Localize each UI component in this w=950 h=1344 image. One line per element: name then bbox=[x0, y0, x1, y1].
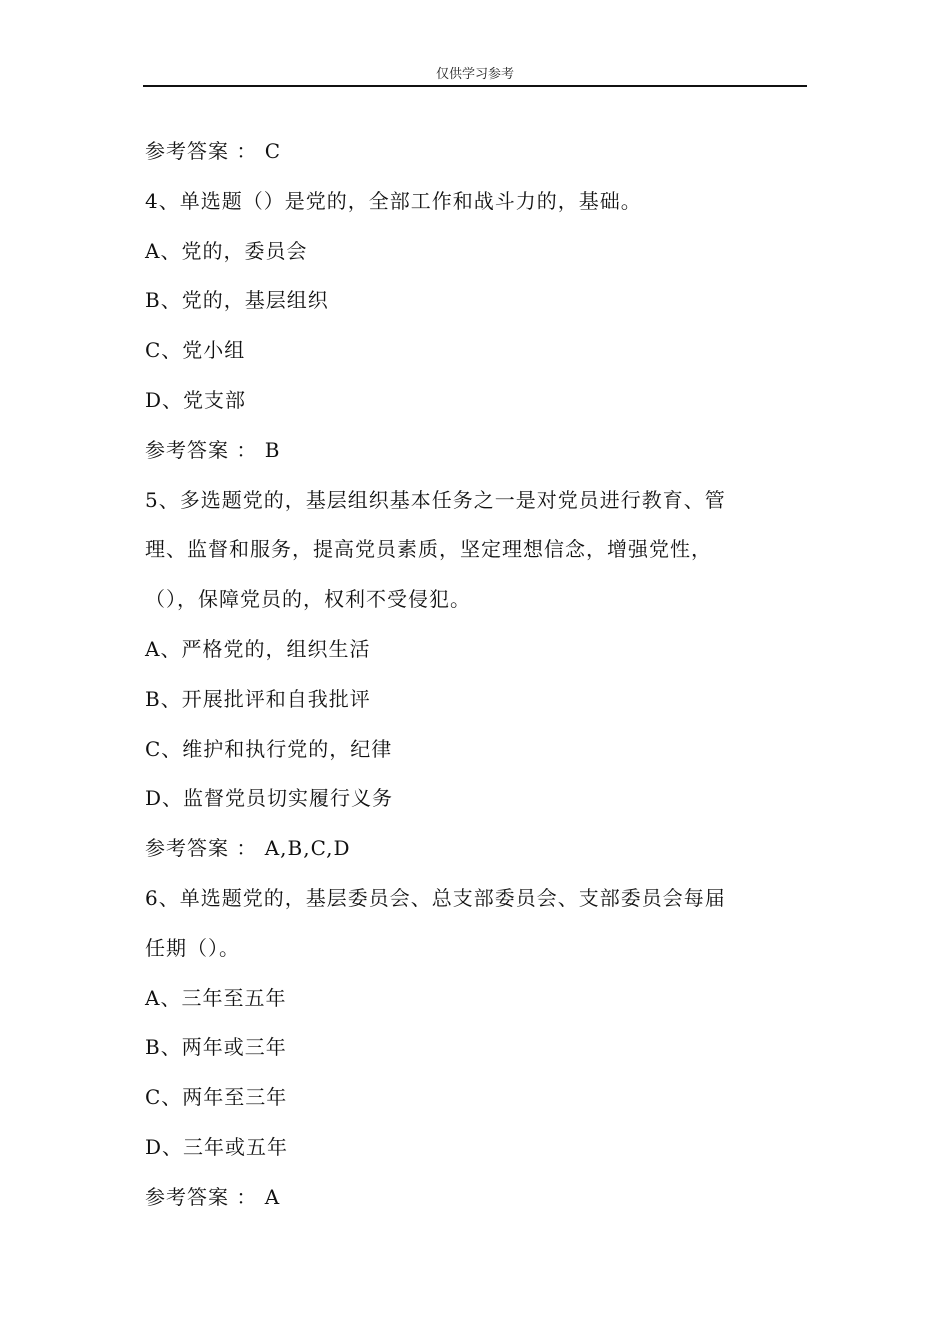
answer-line-q5: 参考答案 ： A,B,C,D bbox=[145, 836, 351, 861]
question-5-option-b: B、开展批评和自我批评 bbox=[145, 686, 371, 711]
page-header: 仅供学习参考 bbox=[435, 67, 514, 82]
answer-line-q4: 参考答案 ： B bbox=[145, 437, 281, 462]
question-5-text-line-3: （），保障党员的，权利不受侵犯。 bbox=[145, 587, 471, 612]
question-4-option-b: B、党的，基层组织 bbox=[145, 288, 329, 313]
header-rule bbox=[143, 85, 807, 87]
question-5-text-line-2: 理、监督和服务，提高党员素质，坚定理想信念，增强党性， bbox=[145, 537, 712, 562]
answer-line-q6: 参考答案 ： A bbox=[145, 1184, 281, 1209]
question-5-option-c: C、维护和执行党的，纪律 bbox=[145, 736, 393, 761]
question-4-option-c: C、党小组 bbox=[145, 338, 246, 363]
question-5-option-d: D、监督党员切实履行义务 bbox=[145, 786, 394, 811]
question-5-option-a: A、严格党的，组织生活 bbox=[145, 636, 371, 661]
question-6-option-d: D、三年或五年 bbox=[145, 1134, 289, 1159]
question-4-text: 4、单选题（）是党的，全部工作和战斗力的，基础。 bbox=[145, 188, 642, 213]
question-6-text-line-2: 任期（）。 bbox=[145, 935, 240, 960]
question-6-option-a: A、三年至五年 bbox=[145, 985, 287, 1010]
document-body bbox=[145, 127, 805, 1223]
question-4-option-d: D、党支部 bbox=[145, 387, 247, 412]
question-4-option-a: A、党的，委员会 bbox=[145, 238, 308, 263]
question-5-text-line-1: 5、多选题党的，基层组织基本任务之一是对党员进行教育、管 bbox=[145, 487, 726, 512]
question-6-option-c: C、两年至三年 bbox=[145, 1085, 288, 1110]
answer-line-q3: 参考答案 ： C bbox=[145, 139, 282, 163]
question-6-option-b: B、两年或三年 bbox=[145, 1035, 287, 1060]
question-6-text-line-1: 6、单选题党的，基层委员会、总支部委员会、支部委员会每届 bbox=[145, 885, 726, 910]
